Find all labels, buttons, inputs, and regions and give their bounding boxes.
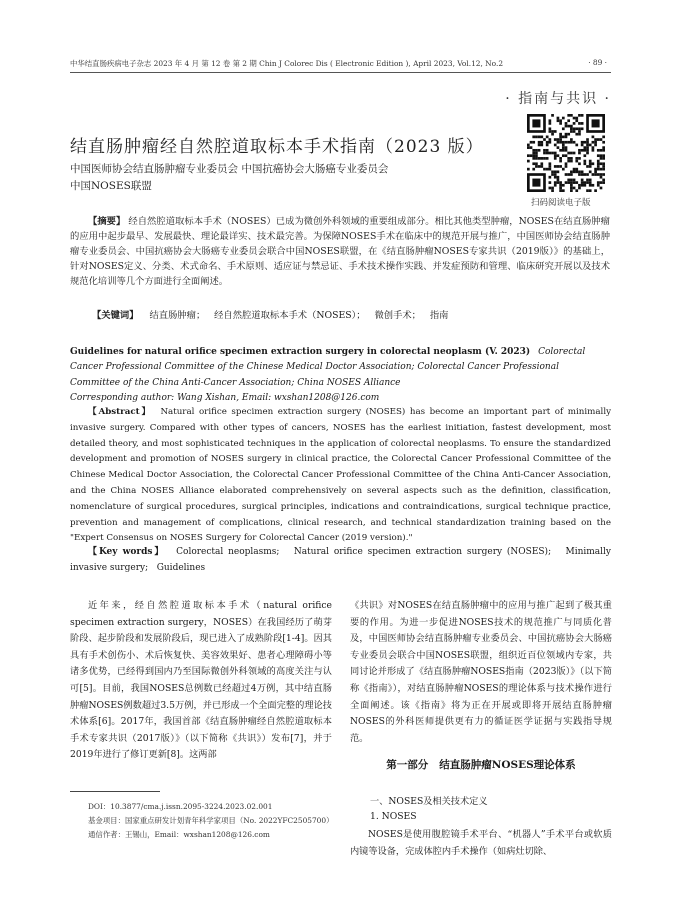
part-heading: 第一部分 结直肠肿瘤NOSES理论体系 [386, 759, 576, 771]
journal-header: 中华结直肠疾病电子杂志 2023 年 4 月 第 12 卷 第 2 期 Chin J Colorec Dis ( Electronic Edition ), April 2023, Vol.12, No.2 [70, 59, 504, 68]
footnote-funding: 基金项目：国家重点研发计划青年科学家项目（No. 2022YFC2505700） [88, 816, 334, 825]
body-left-column [70, 598, 332, 764]
author-groups [70, 161, 490, 195]
article-title: 结直肠肿瘤经自然腔道取标本手术指南（2023 版） [70, 137, 484, 157]
keywords-cn-label: 【关键词】 [92, 310, 139, 321]
body-right2-text: NOSES是使用腹腔镜手术平台、“机器人”手术平台或软质内镜等设备，完成体腔内手术操作（如病灶切除、 [350, 829, 612, 857]
abstract-cn-label: 【摘要】 [88, 216, 126, 227]
english-heading [70, 345, 610, 406]
header-rule [70, 72, 611, 73]
footnotes [70, 800, 332, 842]
author-line-2: 中国NOSES联盟 [70, 180, 152, 192]
section-label: · 指南与共识 · [505, 91, 611, 107]
subsection-heading: 一、NOSES及相关技术定义 [370, 796, 488, 807]
keywords-en-text: Colorectal neoplasms; Natural orifice specimen extraction surgery (NOSES); Minimally invasive surgery; Guidelines [70, 547, 614, 573]
english-title: Guidelines for natural orifice specimen extraction surgery in colorectal neoplasm (V. 2023) [70, 347, 531, 357]
body-right-column: 《共识》对NOSES在结直肠肿瘤中的应用与推广起到了极其重要的作用。为进一步促进NOSES技术的规范推广与同质化普及，中国医师协会结直肠肿瘤专业委员会、中国抗癌协会大肠癌专业委员会联合中国NOSES联盟，组织近百位领域内专家，共同讨论并形成了《结直肠肿瘤NOSES指南（2023版）》（以下简称《指南》），对结直肠肿瘤NOSES的理论体系与技术操作进行全面阐述。该《指南》将为正在开展或即将开展结直肠肿瘤NOSES的外科医师提供更有力的循证医学证据与实践指导规范。 [350, 600, 612, 744]
abstract-en-label: 【Abstract】 [88, 407, 152, 417]
abstract-en-text: Natural orifice specimen extraction surgery (NOSES) has become an important part of minimally invasive surgery. Compared with other types of cancers, NOSES has the earliest initiation, fastest development, most detailed theory, and most sophisticated techniques in the application of colorectal neoplasms. To ensure the standardized development and promotion of NOSES surgery in clinical practice, the Colorectal Cancer Professional Committee of the Chinese Medical Doctor Association, the Colorectal Cancer Professional Committee of the China Anti-Cancer Association, and the China NOSES Alliance elaborated comprehensively on several aspects such as the definition, classification, nomenclature of surgical procedures, surgical principles, indications and contraindications, surgical technique practice, prevention and management of complications, clinical research, and technical standardization training based on the "Expert Consensus on NOSES Surgery for Colorectal Cancer (2019 version)." [70, 407, 612, 544]
subsubsection-heading: 1. NOSES [370, 811, 417, 822]
abstract-cn-text: 经自然腔道取标本手术（NOSES）已成为微创外科领域的重要组成部分。相比其他类型肿瘤，NOSES在结直肠肿瘤的应用中起步最早、发展最快、理论最详实、技术最完善。为保障NOSES手术在临床中的规范开展与推广，中国医师协会结直肠肿瘤专业委员会、中国抗癌协会大肠癌专业委员会联合中国NOSES联盟，在《结直肠肿瘤NOSES专家共识（2019版）》的基础上，针对NOSES定义、分类、术式命名、手术原则、适应证与禁忌证、手术技术操作实践、并发症预防和管理、临床研究开展以及技术规范化培训等几个方面进行全面阐述。 [70, 216, 610, 287]
keywords-cn [92, 307, 448, 321]
footnote-doi: DOI：10.3877/cma.j.issn.2095-3224.2023.02.001 [88, 802, 273, 811]
footnote-rule [70, 791, 160, 792]
qr-caption: 扫码阅读电子版 [531, 198, 591, 208]
qr-code-icon[interactable] [527, 114, 605, 192]
keywords-en [70, 544, 614, 576]
english-affiliation: Colorectal Cancer Professional Committee of the Chinese Medical Doctor Association; Colorectal Cancer Professional Committee of the China Anti-Cancer Association; China NOSES Alliance [70, 347, 586, 388]
page-number: · 89 · [588, 58, 607, 67]
abstract-en [70, 405, 611, 547]
footnote-corresponding: 通信作者：王锡山，Email：wxshan1208@126.com [88, 830, 270, 839]
keywords-en-label: 【Key words】 [88, 547, 166, 557]
author-line-1: 中国医师协会结直肠肿瘤专业委员会 中国抗癌协会大肠癌专业委员会 [70, 163, 389, 175]
body-left-text: 近年来，经自然腔道取标本手术（natural orifice specimen extraction surgery，NOSES）在我国经历了萌芽阶段、起步阶段和发展阶段后，现已进入了成熟阶段[1-4]。因其具有手术创伤小、术后恢复快、美容效果好、患者心理障碍小等诸多优势，已经得到国内乃至国际微创外科领域的高度关注与认可[5]。目前，我国NOSES总例数已经超过4万例，其中结直肠肿瘤NOSES例数超过3.5万例，并已形成一个全面完整的理论技术体系[6]。2017年，我国首部《结直肠肿瘤经自然腔道取标本手术专家共识（2017版）》（以下简称《共识》）发布[7]，并于2019年进行了修订更新[8]。这两部 [70, 600, 332, 761]
body-right-continued [350, 827, 612, 860]
abstract-cn [70, 214, 610, 289]
keywords-cn-text: 结直肠肿瘤； 经自然腔道取标本手术（NOSES）； 微创手术； 指南 [149, 310, 449, 321]
corresponding-author: Corresponding author: Wang Xishan, Email: wxshan1208@126.com [70, 392, 380, 403]
